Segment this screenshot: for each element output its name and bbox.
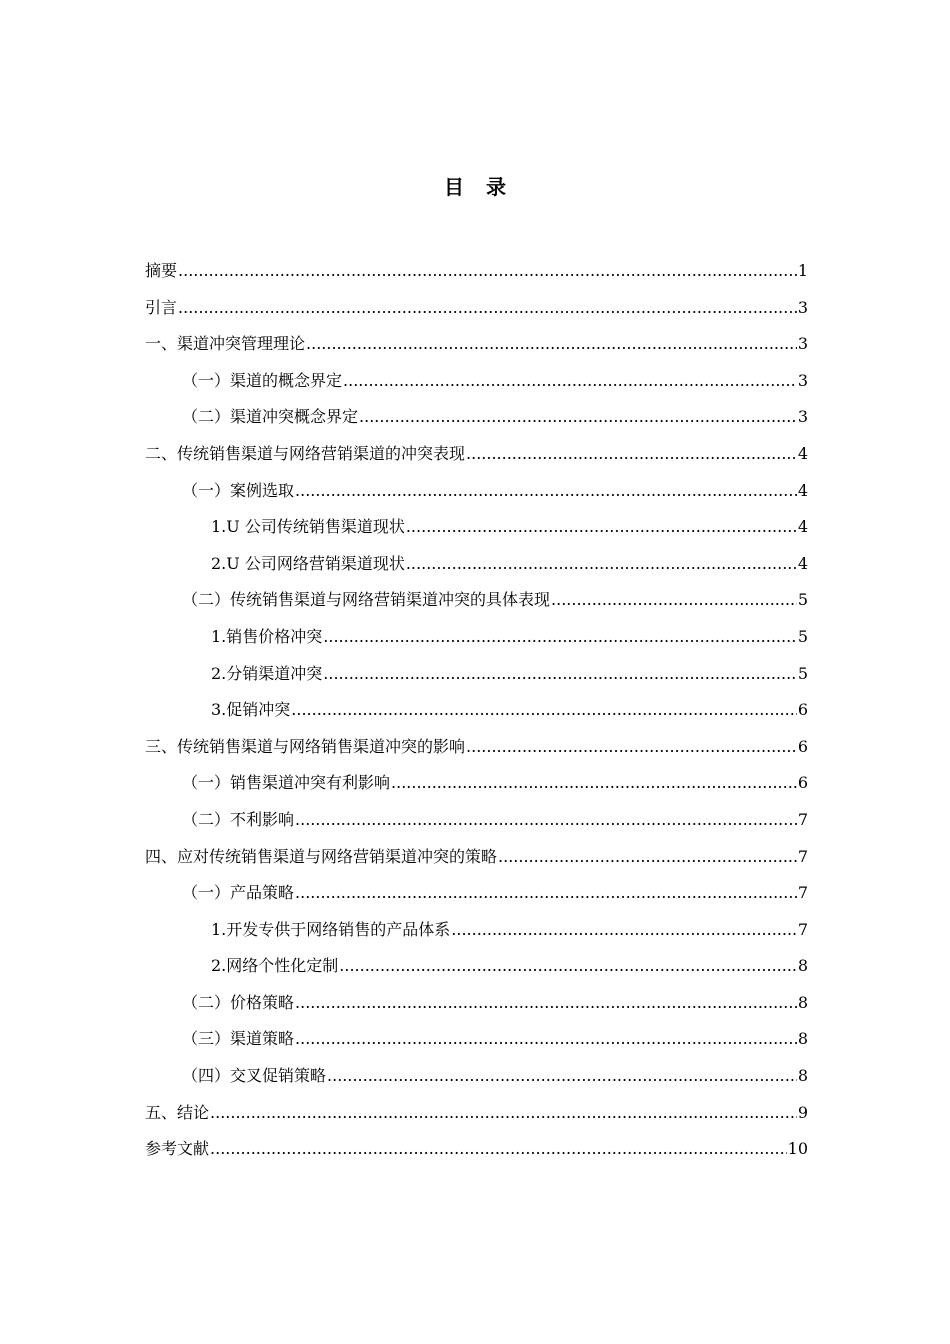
toc-page-number: 10 bbox=[787, 1139, 808, 1159]
toc-dot-leader bbox=[406, 509, 797, 546]
toc-page-number: 5 bbox=[797, 590, 808, 610]
toc-entry[interactable] bbox=[145, 619, 808, 656]
toc-entry-text: 2.分销渠道冲突 bbox=[211, 663, 323, 683]
toc-entry[interactable] bbox=[145, 729, 808, 766]
toc-dot-leader bbox=[178, 290, 797, 327]
toc-entry[interactable] bbox=[145, 692, 808, 729]
toc-dot-leader bbox=[178, 253, 797, 290]
toc-entry[interactable] bbox=[145, 253, 808, 290]
toc-page-number: 3 bbox=[797, 297, 808, 317]
toc-entry[interactable] bbox=[145, 473, 808, 510]
toc-entry[interactable] bbox=[145, 839, 808, 876]
toc-entry[interactable] bbox=[145, 509, 808, 546]
toc-entry[interactable] bbox=[145, 1095, 808, 1132]
toc-entry[interactable] bbox=[145, 1058, 808, 1095]
toc-entry[interactable] bbox=[145, 363, 808, 400]
toc-entry[interactable] bbox=[145, 326, 808, 363]
toc-page-number: 7 bbox=[797, 809, 808, 829]
toc-entry-text: 三、传统销售渠道与网络销售渠道冲突的影响 bbox=[145, 736, 466, 756]
toc-dot-leader bbox=[210, 1095, 797, 1132]
table-of-contents bbox=[145, 253, 808, 1168]
toc-page-number: 3 bbox=[797, 407, 808, 427]
toc-dot-leader bbox=[295, 985, 797, 1022]
toc-dot-leader bbox=[466, 436, 797, 473]
toc-dot-leader bbox=[210, 1131, 787, 1168]
toc-entry[interactable] bbox=[145, 802, 808, 839]
toc-dot-leader bbox=[391, 765, 797, 802]
toc-entry-text: （一）销售渠道冲突有利影响 bbox=[182, 773, 391, 793]
toc-title-char: 录 bbox=[486, 175, 506, 199]
toc-entry[interactable] bbox=[145, 582, 808, 619]
toc-entry-text: 3.促销冲突 bbox=[211, 700, 291, 720]
toc-dot-leader bbox=[295, 802, 797, 839]
toc-entry[interactable] bbox=[145, 436, 808, 473]
toc-dot-leader bbox=[295, 473, 797, 510]
toc-page-number: 8 bbox=[797, 1029, 808, 1049]
toc-entry-text: 2.网络个性化定制 bbox=[211, 956, 339, 976]
toc-page-number: 4 bbox=[797, 517, 808, 537]
toc-dot-leader bbox=[291, 692, 797, 729]
toc-entry-text: （二）不利影响 bbox=[182, 809, 295, 829]
toc-entry[interactable] bbox=[145, 765, 808, 802]
toc-page-number: 4 bbox=[797, 480, 808, 500]
toc-entry-text: 一、渠道冲突管理理论 bbox=[145, 334, 306, 354]
toc-dot-leader bbox=[295, 1021, 797, 1058]
toc-entry[interactable] bbox=[145, 656, 808, 693]
toc-entry-text: 二、传统销售渠道与网络营销渠道的冲突表现 bbox=[145, 443, 466, 463]
toc-entry-text: 1.销售价格冲突 bbox=[211, 626, 323, 646]
toc-page-number: 7 bbox=[797, 846, 808, 866]
toc-dot-leader bbox=[327, 1058, 797, 1095]
toc-entry[interactable] bbox=[145, 985, 808, 1022]
toc-dot-leader bbox=[343, 363, 797, 400]
toc-entry-text: 四、应对传统销售渠道与网络营销渠道冲突的策略 bbox=[145, 846, 498, 866]
toc-entry[interactable] bbox=[145, 1021, 808, 1058]
toc-entry[interactable] bbox=[145, 399, 808, 436]
toc-dot-leader bbox=[306, 326, 797, 363]
toc-page-number: 9 bbox=[797, 1102, 808, 1122]
toc-entry-text: （一）产品策略 bbox=[182, 883, 295, 903]
toc-dot-leader bbox=[551, 582, 797, 619]
toc-entry[interactable] bbox=[145, 546, 808, 583]
toc-page-number: 3 bbox=[797, 334, 808, 354]
toc-page-number: 4 bbox=[797, 443, 808, 463]
toc-entry-text: 2.U 公司网络营销渠道现状 bbox=[211, 553, 405, 573]
toc-dot-leader bbox=[498, 839, 797, 876]
toc-page-number: 8 bbox=[797, 992, 808, 1012]
toc-entry-text: （二）传统销售渠道与网络营销渠道冲突的具体表现 bbox=[182, 590, 551, 610]
toc-page-number: 4 bbox=[797, 553, 808, 573]
toc-dot-leader bbox=[466, 729, 797, 766]
toc-entry-text: 1.开发专供于网络销售的产品体系 bbox=[211, 919, 451, 939]
toc-page-number: 3 bbox=[797, 370, 808, 390]
toc-entry-text: （四）交叉促销策略 bbox=[182, 1066, 327, 1086]
toc-dot-leader bbox=[451, 912, 797, 949]
toc-entry-text: 五、结论 bbox=[145, 1102, 210, 1122]
toc-title bbox=[0, 172, 950, 202]
toc-entry-text: （三）渠道策略 bbox=[182, 1029, 295, 1049]
toc-page-number: 5 bbox=[797, 626, 808, 646]
toc-dot-leader bbox=[323, 619, 797, 656]
toc-dot-leader bbox=[359, 399, 797, 436]
toc-entry-text: （二）价格策略 bbox=[182, 992, 295, 1012]
toc-page-number: 7 bbox=[797, 883, 808, 903]
toc-entry-text: （一）渠道的概念界定 bbox=[182, 370, 343, 390]
toc-page-number: 8 bbox=[797, 1066, 808, 1086]
toc-page-number: 5 bbox=[797, 663, 808, 683]
toc-entry-text: 参考文献 bbox=[145, 1139, 210, 1159]
toc-entry[interactable] bbox=[145, 948, 808, 985]
toc-page-number: 6 bbox=[797, 773, 808, 793]
toc-entry-text: （一）案例选取 bbox=[182, 480, 295, 500]
toc-entry-text: （二）渠道冲突概念界定 bbox=[182, 407, 359, 427]
toc-entry[interactable] bbox=[145, 875, 808, 912]
toc-page-number: 6 bbox=[797, 700, 808, 720]
toc-dot-leader bbox=[323, 656, 797, 693]
toc-entry[interactable] bbox=[145, 290, 808, 327]
toc-dot-leader bbox=[339, 948, 797, 985]
toc-entry-text: 摘要 bbox=[145, 261, 178, 280]
toc-entry-text: 引言 bbox=[145, 297, 178, 317]
toc-title-char: 目 bbox=[444, 175, 464, 199]
toc-entry-text: 1.U 公司传统销售渠道现状 bbox=[211, 517, 405, 537]
toc-page-number: 1 bbox=[797, 261, 808, 280]
toc-page-number: 6 bbox=[797, 736, 808, 756]
toc-page-number: 8 bbox=[797, 956, 808, 976]
toc-dot-leader bbox=[295, 875, 797, 912]
toc-entry[interactable] bbox=[145, 912, 808, 949]
toc-entry[interactable] bbox=[145, 1131, 808, 1168]
toc-page-number: 7 bbox=[797, 919, 808, 939]
toc-dot-leader bbox=[406, 546, 797, 583]
